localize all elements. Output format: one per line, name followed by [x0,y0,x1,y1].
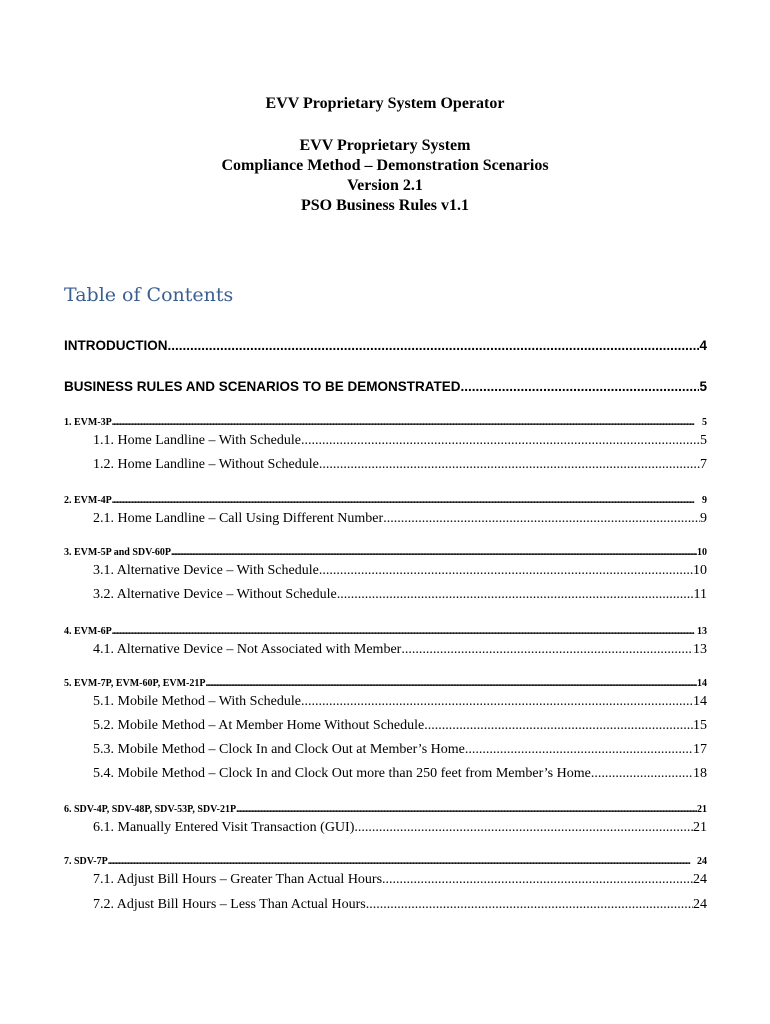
toc-entry-3-2[interactable] [93,587,707,603]
toc-leader [236,804,697,815]
toc-entry-6-1[interactable] [93,820,707,836]
toc-page-number: 7 [700,457,707,472]
toc-page-number: 17 [693,742,707,757]
toc-leader [301,694,693,710]
toc-leader [112,495,702,506]
toc-entry-label: 5.4. Mobile Method – Clock In and Clock Out more than 250 feet from Member’s Home [93,766,591,781]
toc-entry-label: 3.1. Alternative Device – With Schedule [93,563,319,578]
title-compliance: Compliance Method – Demonstration Scenarios [221,157,549,174]
toc-leader [337,587,694,603]
toc-leader [354,820,693,836]
toc-page-number: 24 [693,897,707,912]
toc-page-number: 10 [693,563,707,578]
toc-entry-label: 5.2. Mobile Method – At Member Home Without Schedule [93,718,425,733]
toc-entry-label: 5.3. Mobile Method – Clock In and Clock Out at Member’s Home [93,742,465,757]
toc-leader [319,563,693,579]
title-business-rules: PSO Business Rules v1.1 [300,197,470,214]
title-system: EVV Proprietary System [299,137,471,154]
toc-entry-introduction[interactable] [64,338,707,353]
toc-entry-7-2[interactable] [93,897,707,913]
toc-entry-label: 5.1. Mobile Method – With Schedule [93,694,301,709]
toc-page-number: 24 [693,872,707,887]
toc-entry-label: 4. EVM-6P [64,626,112,637]
toc-entry-5-3[interactable] [93,742,707,758]
toc-entry-label: 5. EVM-7P, EVM-60P, EVM-21P [64,678,206,689]
toc-leader [461,379,700,394]
toc-entry-3-1[interactable] [93,563,707,579]
toc-leader [591,766,693,782]
toc-entry-label: 1. EVM-3P [64,417,112,428]
toc-leader [108,856,697,867]
toc-entry-label: INTRODUCTION [64,338,168,353]
toc-page-number: 14 [693,694,707,709]
toc-leader [301,433,700,449]
toc-entry-1-1[interactable] [93,433,707,449]
toc-entry-section-1[interactable] [64,417,707,428]
toc-page-number: 14 [697,678,707,689]
toc-entry-section-5[interactable] [64,678,707,689]
toc-entry-label: 6.1. Manually Entered Visit Transaction (GUI) [93,820,355,835]
toc-entry-label: 2. EVM-4P [64,495,112,506]
toc-entry-label: 7. SDV-7P [64,856,108,867]
toc-entry-section-3[interactable] [64,547,707,558]
toc-leader [205,678,697,689]
toc-page-number: 21 [697,804,707,815]
toc-leader [366,897,693,913]
toc-page-number: 5 [700,433,707,448]
toc-leader [171,547,697,558]
toc-entry-section-2[interactable] [64,495,707,506]
toc-entry-label: 3. EVM-5P and SDV-60P [64,547,172,558]
toc-entry-section-4[interactable] [64,626,707,637]
toc-leader [382,872,693,888]
toc-page-number: 5 [702,417,707,428]
toc-entry-2-1[interactable] [93,511,707,527]
toc-page-number: 15 [693,718,707,733]
toc-leader [112,417,702,428]
toc-page-number: 11 [693,587,707,602]
toc-leader [465,742,693,758]
toc-entry-7-1[interactable] [93,872,707,888]
toc-entry-section-6[interactable] [64,804,707,815]
title-operator: EVV Proprietary System Operator [265,95,505,112]
toc-page-number: 4 [699,338,707,353]
toc-page-number: 10 [697,547,707,558]
toc-leader [168,338,700,353]
title-block [0,94,770,216]
toc-entry-label: 7.1. Adjust Bill Hours – Greater Than Actual Hours [93,872,383,887]
toc-page-number: 5 [699,379,707,394]
toc-entry-label: 7.2. Adjust Bill Hours – Less Than Actual Hours [93,897,366,912]
toc-entry-label: 3.2. Alternative Device – Without Schedule [93,587,337,602]
toc-leader [401,642,693,658]
toc-entry-label: 1.1. Home Landline – With Schedule [93,433,301,448]
toc-entry-4-1[interactable] [93,642,707,658]
toc-page-number: 21 [693,820,707,835]
toc-entry-5-2[interactable] [93,718,707,734]
toc-leader [112,626,697,637]
toc-entry-label: 6. SDV-4P, SDV-48P, SDV-53P, SDV-21P [64,804,237,815]
toc-entry-5-4[interactable] [93,766,707,782]
title-version: Version 2.1 [347,177,423,194]
toc-entry-label: 1.2. Home Landline – Without Schedule [93,457,319,472]
toc-heading: Table of Contents [64,284,234,306]
toc-page-number: 13 [693,642,707,657]
toc-page-number: 13 [697,626,707,637]
toc-entry-label: 4.1. Alternative Device – Not Associated with Member [93,642,402,657]
toc-entry-label: BUSINESS RULES AND SCENARIOS TO BE DEMONSTRATED [64,379,461,394]
toc-entry-section-7[interactable] [64,856,707,867]
toc-entry-1-2[interactable] [93,457,707,473]
toc-page-number: 24 [697,856,707,867]
toc-leader [424,718,693,734]
toc-entry-label: 2.1. Home Landline – Call Using Different Number [93,511,384,526]
toc-leader [319,457,700,473]
toc-page-number: 9 [700,511,707,526]
toc-entry-5-1[interactable] [93,694,707,710]
toc-leader [383,511,700,527]
toc-entry-business-rules[interactable] [64,379,707,394]
toc-page-number: 9 [702,495,707,506]
toc-page-number: 18 [693,766,707,781]
